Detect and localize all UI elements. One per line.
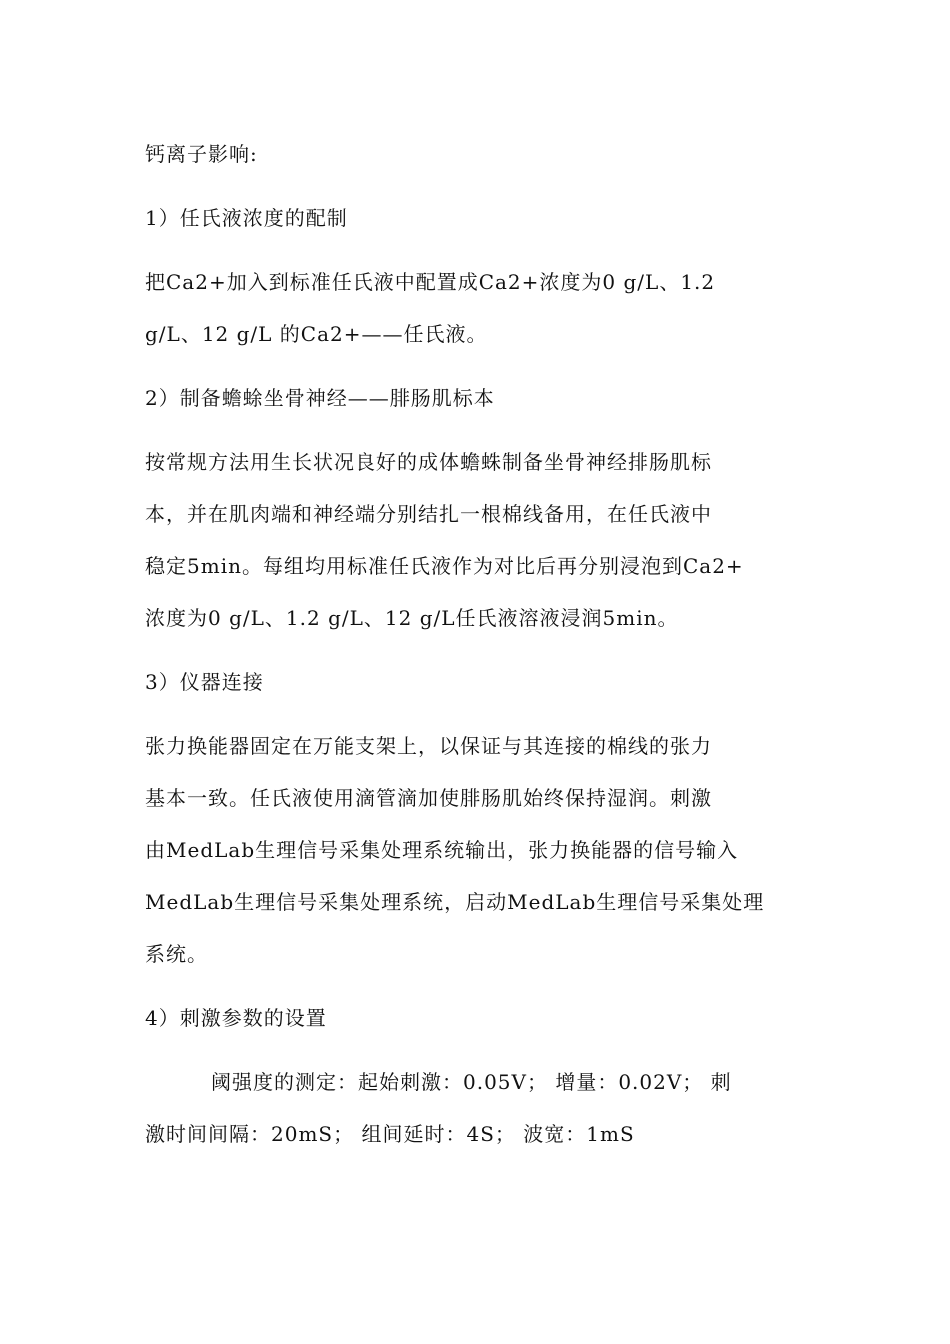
- paragraph-line: 浓度为0 g/L、1.2 g/L、12 g/L任氏液溶液浸润5min。: [145, 606, 679, 630]
- document-body: [145, 134, 770, 1154]
- section-1-paragraph: [145, 262, 770, 354]
- paragraph-line: 由MedLab生理信号采集处理系统输出，张力换能器的信号输入: [145, 838, 739, 862]
- paragraph-line: 把Ca2+加入到标准任氏液中配置成Ca2+浓度为0 g/L、1.2: [145, 270, 716, 294]
- section-3-paragraph: [145, 726, 770, 974]
- paragraph-line: 张力换能器固定在万能支架上，以保证与其连接的棉线的张力: [145, 734, 712, 758]
- section-2-paragraph: [145, 442, 770, 638]
- document-title: 钙离子影响:: [145, 142, 258, 166]
- paragraph-line: 本，并在肌肉端和神经端分别结扎一根棉线备用，在任氏液中: [145, 502, 712, 526]
- section-heading-3: 3）仪器连接: [145, 670, 264, 694]
- paragraph-line: 稳定5min。每组均用标准任氏液作为对比后再分别浸泡到Ca2+: [145, 554, 744, 578]
- paragraph-line: 激时间间隔：20mS； 组间延时：4S； 波宽：1mS: [145, 1122, 635, 1146]
- section-heading-4: 4）刺激参数的设置: [145, 1006, 327, 1030]
- paragraph-line: 基本一致。任氏液使用滴管滴加使腓肠肌始终保持湿润。刺激: [145, 786, 712, 810]
- paragraph-line: 按常规方法用生长状况良好的成体蟾蛛制备坐骨神经排肠肌标: [145, 450, 712, 474]
- section-4-paragraph: [145, 1062, 770, 1154]
- section-heading-1: 1）任氏液浓度的配制: [145, 206, 348, 230]
- paragraph-line: g/L、12 g/L 的Ca2+——任氏液。: [145, 322, 488, 346]
- paragraph-line: MedLab生理信号采集处理系统，启动MedLab生理信号采集处理: [145, 890, 765, 914]
- paragraph-line-indented: 阈强度的测定：起始刺激：0.05V； 增量：0.02V； 刺: [211, 1070, 732, 1094]
- paragraph-line: 系统。: [145, 942, 208, 966]
- section-heading-2: 2）制备蟾蜍坐骨神经——腓肠肌标本: [145, 386, 495, 410]
